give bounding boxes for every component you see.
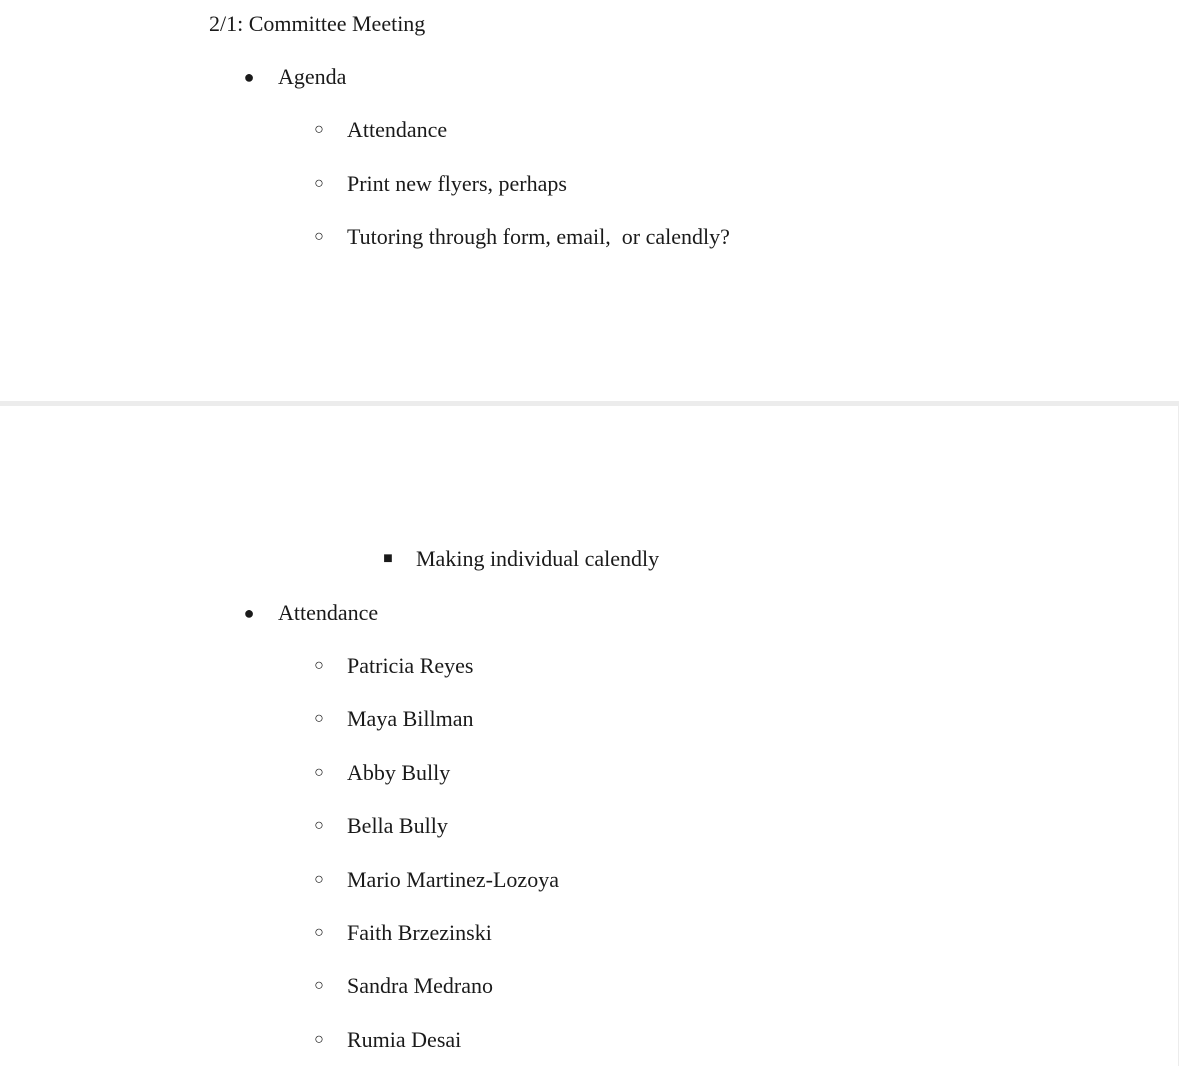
- agenda-item-tutoring[interactable]: Tutoring through form, email, or calendly?: [347, 224, 730, 249]
- agenda-subitem-calendly[interactable]: Making individual calendly: [416, 546, 660, 571]
- meeting-heading[interactable]: 2/1: Committee Meeting: [209, 11, 426, 36]
- bullet-circle-icon: ○: [314, 710, 324, 727]
- attendee-list-item[interactable]: Bella Bully: [347, 813, 448, 838]
- attendee-list-item[interactable]: Abby Bully: [347, 760, 451, 785]
- bullet-circle-icon: ○: [314, 657, 324, 674]
- document-page-1: [0, 0, 1179, 401]
- bullet-disc-icon: ●: [243, 67, 255, 87]
- agenda-item-flyers[interactable]: Print new flyers, perhaps: [347, 171, 567, 196]
- attendee-list-item[interactable]: Faith Brzezinski: [347, 920, 492, 945]
- bullet-circle-icon: ○: [314, 228, 324, 245]
- attendee-list-item[interactable]: Maya Billman: [347, 706, 474, 731]
- bullet-circle-icon: ○: [314, 977, 324, 994]
- bullet-disc-icon: ●: [243, 603, 255, 623]
- document-page-2: [0, 406, 1179, 1066]
- bullet-circle-icon: ○: [314, 924, 324, 941]
- attendee-list-item[interactable]: Mario Martinez-Lozoya: [347, 867, 559, 892]
- attendance-label[interactable]: Attendance: [278, 600, 379, 625]
- bullet-circle-icon: ○: [314, 175, 324, 192]
- bullet-circle-icon: ○: [314, 1031, 324, 1048]
- agenda-item-attendance[interactable]: Attendance: [347, 117, 448, 142]
- agenda-label[interactable]: Agenda: [278, 64, 347, 89]
- bullet-circle-icon: ○: [314, 121, 324, 138]
- attendee-list-item[interactable]: Rumia Desai: [347, 1027, 462, 1052]
- bullet-circle-icon: ○: [314, 871, 324, 888]
- attendee-list-item[interactable]: Patricia Reyes: [347, 653, 474, 678]
- bullet-circle-icon: ○: [314, 764, 324, 781]
- attendee-list-item[interactable]: Sandra Medrano: [347, 973, 494, 998]
- bullet-circle-icon: ○: [314, 817, 324, 834]
- bullet-square-icon: ■: [383, 550, 393, 567]
